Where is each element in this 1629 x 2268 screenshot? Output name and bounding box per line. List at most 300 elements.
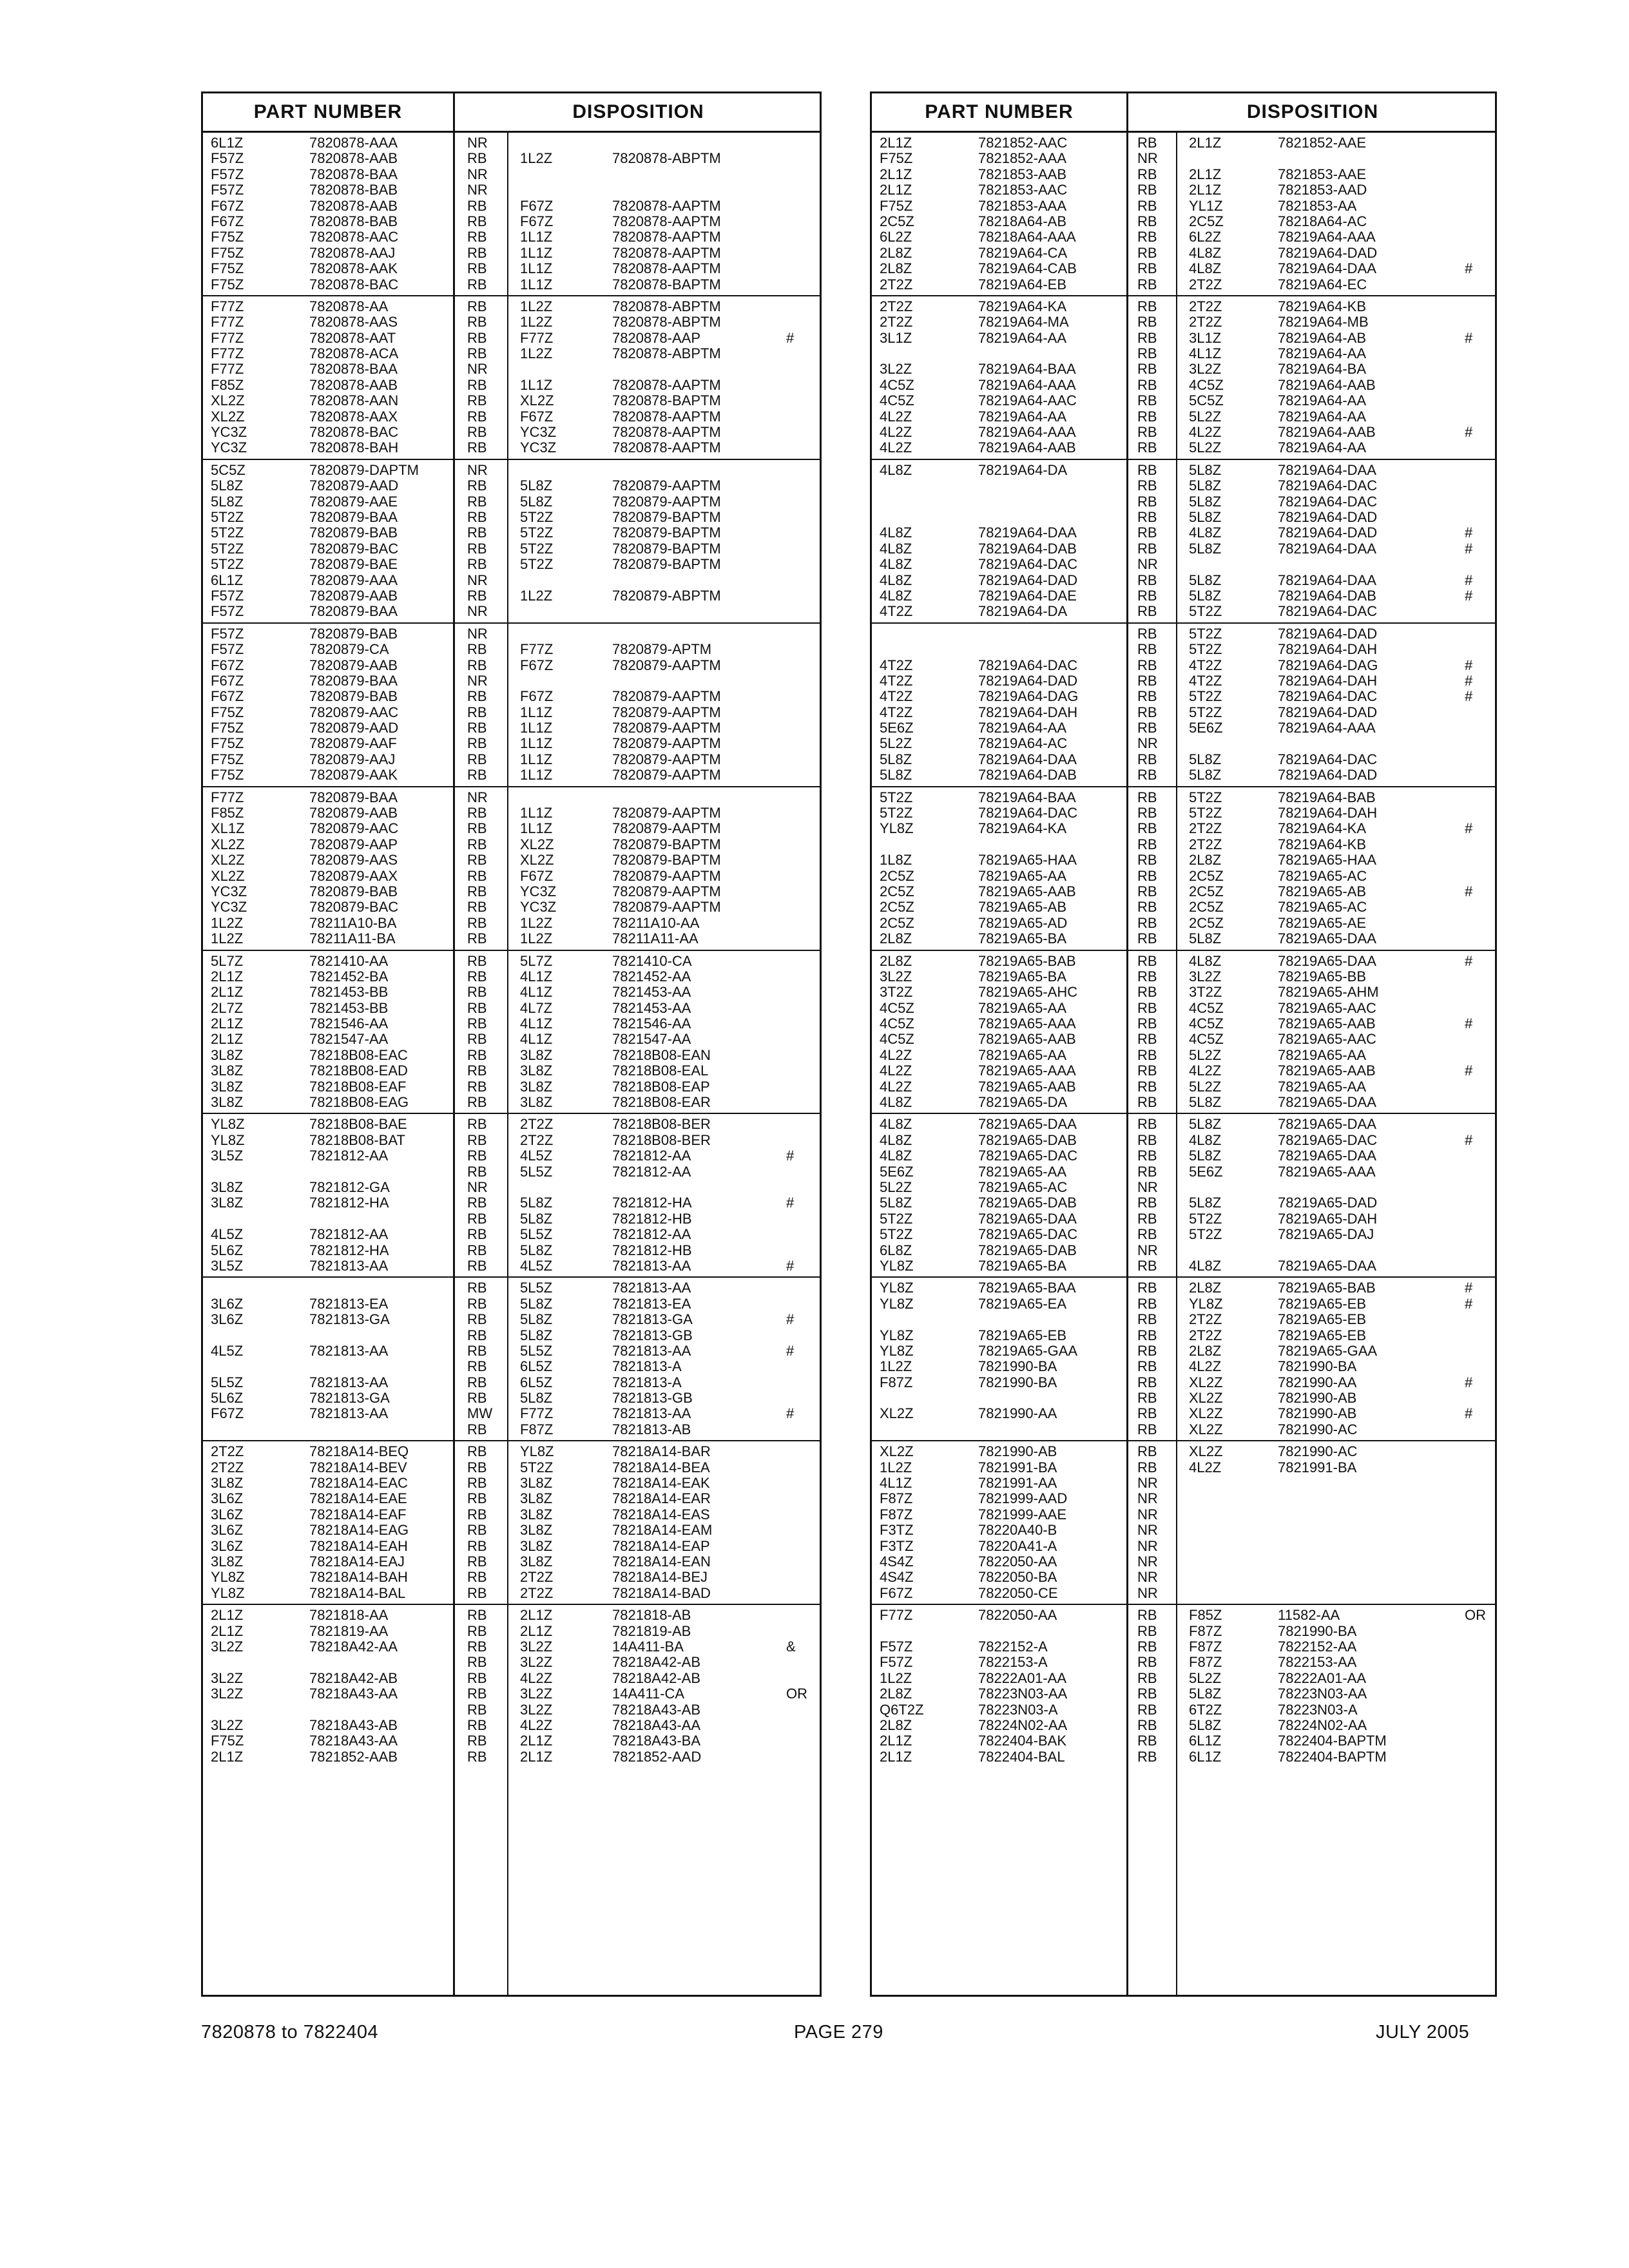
table-row [872,478,1495,494]
prefix: 5T2Z [880,1226,913,1243]
prefix: F77Z [211,361,244,378]
replacement-part: 7820878-AAP [612,329,700,346]
replacement-prefix: 2L8Z [1189,852,1222,869]
table-row [203,931,820,947]
note: # [786,1311,795,1328]
replacement-prefix: 5L5Z [520,1342,553,1359]
prefix: 4T2Z [880,657,913,673]
prefix: 4T2Z [880,672,913,689]
part-number: 7821453-BB [309,984,389,1001]
replacement-part: 7821453-AA [612,999,691,1016]
replacement-part: 7821990-AA [1278,1374,1357,1390]
prefix: YL8Z [880,1257,914,1274]
replacement-part: 78219A65-BB [1278,968,1366,985]
prefix: F75Z [211,751,244,767]
table-row [872,884,1495,899]
disposition-code: RB [1137,572,1157,588]
replacement-part: 78218A14-EAR [612,1490,711,1507]
table-row [872,1390,1495,1406]
disposition-code: RB [467,852,487,869]
disposition-code: RB [1137,493,1157,510]
replacement-part: 7820878-AAPTM [612,244,721,261]
prefix: 5T2Z [211,524,244,541]
table-row [872,1586,1495,1601]
note: # [1465,1015,1473,1032]
part-number: 78219A65-HAA [978,852,1077,869]
replacement-part: 7820879-AAPTM [612,704,721,720]
replacement-prefix: 1L1Z [520,805,553,822]
prefix: 4L8Z [880,1131,912,1148]
table-row [203,588,820,604]
note: # [1465,883,1473,899]
disposition-code: NR [467,166,488,182]
replacement-part: 7821813-EA [612,1295,691,1312]
prefix: 1L2Z [880,1358,912,1375]
prefix: F67Z [211,657,244,673]
prefix: 4T2Z [880,603,913,620]
part-number: 7820878-AAB [309,197,398,214]
part-number: 78219A64-DAA [978,524,1077,541]
prefix: 3L8Z [211,1062,244,1079]
disposition-code: RB [1137,720,1157,736]
part-number: 7820879-BAA [309,789,398,805]
part-number: 7820878-BAB [309,182,398,198]
disposition-code: RB [1137,298,1157,314]
disposition-code: NR [1137,1242,1158,1258]
replacement-prefix: 5L8Z [1189,767,1222,783]
prefix: 2L8Z [880,952,912,969]
disposition-code: RB [467,1522,487,1539]
prefix: 3L8Z [211,1078,244,1095]
replacement-prefix: 2L1Z [1189,182,1222,198]
table-row [203,425,820,440]
part-number: 7820878-AAX [309,408,398,425]
replacement-prefix: XL2Z [520,836,554,852]
disposition-code: RB [1137,1031,1157,1048]
replacement-prefix: 3L8Z [520,1522,553,1539]
disposition-code: RB [467,524,487,541]
table-row [203,869,820,884]
replacement-part: 7821818-AB [612,1607,691,1624]
table-row [203,409,820,425]
table-row [872,916,1495,931]
note: # [786,1342,795,1359]
disposition-code: RB [467,1607,487,1624]
replacement-part: 7821813-A [612,1374,682,1390]
replacement-part: 7821812-HA [612,1195,692,1211]
part-number: 78219A65-BA [978,968,1066,985]
replacement-part: 7821990-BA [1278,1622,1357,1639]
disposition-code: RB [1137,1622,1157,1639]
replacement-part: 78218A42-AB [612,1654,700,1671]
table-row [872,1343,1495,1359]
part-number: 7821819-AA [309,1622,389,1639]
prefix: 2T2Z [880,314,913,331]
disposition-code: RB [1137,461,1157,478]
disposition-code: RB [467,345,487,362]
disposition-code: RB [467,477,487,494]
prefix: 2C5Z [880,867,914,884]
prefix: YC3Z [211,424,247,441]
table-row [203,510,820,525]
part-number: 78220A41-A [978,1537,1057,1554]
prefix: XL2Z [880,1405,914,1422]
table-row [203,1539,820,1554]
disposition-code: NR [1137,1490,1158,1507]
prefix: XL2Z [211,836,245,852]
disposition-code: RB [1137,213,1157,229]
prefix: 2L1Z [211,984,244,1001]
table-row [872,167,1495,182]
replacement-prefix: 5L7Z [520,952,553,969]
disposition-code: RB [467,150,487,167]
prefix: 3L8Z [211,1475,244,1492]
disposition-code: RB [467,1654,487,1671]
part-number: 7821990-AB [978,1443,1057,1460]
part-number: 78218B08-BAE [309,1116,407,1133]
disposition-code: RB [1137,166,1157,182]
prefix: F57Z [880,1654,913,1671]
prefix: 1L2Z [880,1669,912,1686]
replacement-part: 78219A64-DAD [1278,244,1378,261]
disposition-code: RB [1137,1748,1157,1765]
prefix: F77Z [880,1607,913,1624]
part-number: 7820879-BAB [309,883,398,899]
prefix: F87Z [880,1490,913,1507]
table-row [203,1296,820,1312]
replacement-prefix: 5L8Z [1189,1716,1222,1733]
disposition-code: NR [1137,1506,1158,1523]
note: # [1465,329,1473,346]
table-row [203,277,820,293]
table-row [203,1359,820,1374]
table-row [872,440,1495,456]
part-number: 78219A64-AAA [978,424,1076,441]
replacement-part: 7820878-ABPTM [612,345,721,362]
replacement-part: 7820878-ABPTM [612,314,721,331]
replacement-prefix: 2L1Z [520,1607,553,1624]
prefix: 2L7Z [211,999,244,1016]
replacement-part: 7821991-BA [1278,1459,1357,1475]
replacement-prefix: 4C5Z [1189,1015,1224,1032]
replacement-prefix: 1L2Z [520,314,553,331]
replacement-prefix: 5E6Z [1189,720,1223,736]
disposition-code: RB [467,1031,487,1048]
replacement-prefix: 3L8Z [520,1046,553,1063]
replacement-part: 78219A65-AAC [1278,1031,1376,1048]
part-number: 7820879-AAB [309,805,398,822]
replacement-part: 78219A65-AAB [1278,1062,1376,1079]
disposition-code: RB [467,197,487,214]
prefix: XL2Z [211,392,245,409]
table-row [203,1375,820,1390]
disposition-code: RB [467,1390,487,1407]
part-number: 78219A64-CA [978,244,1068,261]
replacement-part: 78223N03-AA [1278,1686,1367,1702]
prefix: 2T2Z [211,1459,244,1475]
disposition-code: RB [467,1553,487,1570]
table-row [872,805,1495,821]
part-number: 78219A65-AAB [978,1031,1076,1048]
replacement-prefix: 6L5Z [520,1358,553,1375]
disposition-code: RB [467,1669,487,1686]
replacement-prefix: XL2Z [520,392,554,409]
prefix: 3L6Z [211,1522,244,1539]
part-number: 7820879-AAJ [309,751,396,767]
table-row [203,1586,820,1601]
disposition-code: NR [1137,1522,1158,1539]
disposition-code: RB [467,735,487,752]
header-part-number: PART NUMBER [925,101,1074,122]
replacement-prefix: 4L1Z [520,1031,553,1048]
disposition-code: RB [467,1358,487,1375]
part-number: 7820878-AAC [309,229,399,245]
prefix: 4S4Z [880,1553,914,1570]
table-row [203,245,820,261]
part-number: 7820879-BAB [309,625,398,642]
table-row [872,1001,1495,1016]
prefix: 4L5Z [211,1226,244,1243]
part-number: 7821812-AA [309,1226,389,1243]
note: # [1465,952,1473,969]
disposition-code: RB [467,999,487,1016]
table-row [203,673,820,689]
replacement-part: 7820879-AAPTM [612,720,721,736]
table-row [872,214,1495,229]
table-row [872,1359,1495,1374]
replacement-part: 78219A64-DAC [1278,603,1378,620]
disposition-code: RB [467,1733,487,1749]
replacement-part: 78211A11-AA [612,930,699,947]
table-row [203,1079,820,1095]
replacement-part: 78218A14-EAN [612,1553,711,1570]
prefix: 5E6Z [880,1163,914,1180]
disposition-code: RB [467,1584,487,1601]
part-number: 7820878-BAA [309,361,398,378]
replacement-part: 78219A64-AA [1278,408,1366,425]
replacement-prefix: 1L1Z [520,720,553,736]
replacement-prefix: YC3Z [520,899,557,916]
disposition-code: RB [1137,1327,1157,1343]
table-row [872,425,1495,440]
replacement-part: 7820879-AAPTM [612,805,721,822]
replacement-prefix: 5L5Z [520,1163,553,1180]
part-number: 78219A65-DAC [978,1226,1078,1243]
disposition-code: RB [467,1094,487,1111]
disposition-code: RB [1137,1195,1157,1211]
prefix: YL8Z [880,1295,914,1312]
prefix: 3L6Z [211,1537,244,1554]
table-row [872,1570,1495,1585]
replacement-prefix: 2L1Z [1189,166,1222,182]
replacement-part: 7820878-AAPTM [612,197,721,214]
replacement-prefix: F77Z [520,1405,554,1422]
disposition-code: RB [1137,587,1157,604]
replacement-part: 78219A64-DAD [1278,704,1378,720]
replacement-part: 78219A65-HAA [1278,852,1376,869]
replacement-prefix: YL8Z [520,1443,554,1460]
table-row [203,167,820,182]
table-row [203,1343,820,1359]
disposition-code: RB [467,1569,487,1586]
prefix: 5L8Z [211,477,244,494]
prefix: 3L8Z [211,1553,244,1570]
disposition-code: RB [1137,244,1157,261]
replacement-part: 78219A65-AA [1278,1046,1366,1063]
disposition-code: RB [1137,1374,1157,1390]
replacement-prefix: 1L1Z [520,767,553,783]
table-row [872,1375,1495,1390]
table-row [203,541,820,557]
table-row [203,1164,820,1180]
prefix: 5L6Z [211,1242,244,1258]
table-row [872,604,1495,619]
replacement-part: 78219A64-AA [1278,345,1366,362]
table-row [872,985,1495,1000]
table-row [872,1164,1495,1180]
prefix: F57Z [211,587,244,604]
part-number: 7821991-BA [978,1459,1057,1475]
table-row [203,821,820,836]
replacement-part: 78219A65-DAA [1278,1257,1376,1274]
replacement-prefix: 1L1Z [520,820,553,837]
disposition-code: RB [467,1280,487,1296]
disposition-code: RB [1137,1358,1157,1375]
part-number: 78218A64-AB [978,213,1066,229]
row-group [872,1278,1495,1441]
replacement-prefix: 1L1Z [520,276,553,293]
part-number: 78219A64-DAG [978,688,1079,705]
row-group [203,1441,820,1605]
replacement-prefix: 5T2Z [1189,603,1222,620]
prefix: YL8Z [211,1584,245,1601]
part-number: 78218A14-EAG [309,1522,409,1539]
replacement-prefix: 5T2Z [1189,1210,1222,1227]
part-number: 78218A43-AB [309,1716,398,1733]
replacement-part: 7820878-AAPTM [612,376,721,393]
part-number: 7820878-AAT [309,329,396,346]
prefix: 4C5Z [880,1015,914,1032]
replacement-prefix: 2L1Z [520,1748,553,1765]
row-group [203,1114,820,1278]
part-number: 7822050-AA [978,1607,1057,1624]
prefix: F85Z [211,805,244,822]
part-number: 78219A64-DAH [978,704,1078,720]
part-number: 78219A65-AA [978,999,1066,1016]
note: # [1465,587,1473,604]
replacement-part: 78219A65-AHM [1278,984,1379,1001]
replacement-prefix: 5L8Z [520,1195,553,1211]
replacement-part: 11582-AA [1278,1607,1340,1624]
table-body-right [872,133,1495,1995]
disposition-code: NR [467,603,488,620]
prefix: 4L8Z [880,556,912,573]
part-number: 78219A65-DAB [978,1131,1077,1148]
disposition-code: RB [467,1242,487,1258]
replacement-part: 7821990-AC [1278,1443,1358,1460]
replacement-prefix: 3L2Z [1189,968,1222,985]
prefix: 3T2Z [880,984,913,1001]
replacement-prefix: 1L2Z [520,345,553,362]
table-row [872,1702,1495,1718]
replacement-prefix: 5L8Z [520,1311,553,1328]
disposition-code: RB [467,1686,487,1702]
table-row [872,767,1495,783]
table-row [872,1422,1495,1437]
part-number: 78219A64-DAE [978,587,1077,604]
replacement-prefix: 2T2Z [1189,1311,1222,1328]
row-group [203,787,820,951]
replacement-part: 7821990-AC [1278,1421,1358,1437]
replacement-prefix: YL1Z [1189,197,1223,214]
part-number: 78219A64-KA [978,820,1066,837]
part-number: 7821852-AAA [978,150,1066,167]
disposition-code: NR [1137,150,1158,167]
replacement-prefix: 5T2Z [520,556,554,573]
part-number: 7820879-CA [309,641,389,658]
part-number: 7821812-HA [309,1242,389,1258]
replacement-part: 7822152-AA [1278,1638,1357,1655]
table-row [872,510,1495,525]
replacement-prefix: 2C5Z [1189,867,1224,884]
disposition-code: RB [467,587,487,604]
replacement-part: 7821453-AA [612,984,691,1001]
table-header-left [203,93,820,133]
part-number: 7821812-AA [309,1148,389,1164]
row-group [203,624,820,787]
replacement-part: 7820878-AAPTM [612,260,721,277]
replacement-prefix: F67Z [520,408,554,425]
replacement-part: 7820879-AAPTM [612,751,721,767]
prefix: 6L1Z [211,572,244,588]
prefix: 3L8Z [211,1094,244,1111]
replacement-prefix: 5L5Z [520,1226,553,1243]
replacement-prefix: 3L8Z [520,1078,553,1095]
table-row [203,884,820,899]
replacement-part: 78218A64-AC [1278,213,1367,229]
table-row [203,1195,820,1211]
disposition-code: RB [1137,688,1157,705]
part-number: 7821990-AA [978,1405,1057,1422]
part-number: 7820878-AAN [309,392,399,409]
part-number: 78219A65-EB [978,1327,1066,1343]
replacement-prefix: XL2Z [1189,1390,1223,1407]
disposition-code: RB [467,508,487,525]
part-number: 7820879-BAC [309,899,399,916]
replacement-prefix: 3L8Z [520,1475,553,1492]
prefix: F57Z [880,1638,913,1655]
disposition-code: RB [467,424,487,441]
disposition-code: RB [1137,197,1157,214]
prefix: 2C5Z [880,899,914,916]
disposition-code: RB [467,1226,487,1243]
table-row [203,1211,820,1227]
note: # [1465,1062,1473,1079]
part-number: 78219A65-AB [978,899,1066,916]
replacement-part: 7820879-AAPTM [612,767,721,783]
row-group [203,1278,820,1441]
disposition-code: RB [1137,1210,1157,1227]
replacement-prefix: 4L8Z [1189,524,1222,541]
table-row [872,588,1495,604]
part-number: 78224N02-AA [978,1716,1068,1733]
part-number: 78218A14-BAL [309,1584,406,1601]
footer-date: JULY 2005 [1376,2022,1470,2042]
table-row [203,182,820,198]
disposition-code: NR [1137,1553,1158,1570]
prefix: 4L2Z [880,1062,912,1079]
prefix: 2L8Z [880,930,912,947]
